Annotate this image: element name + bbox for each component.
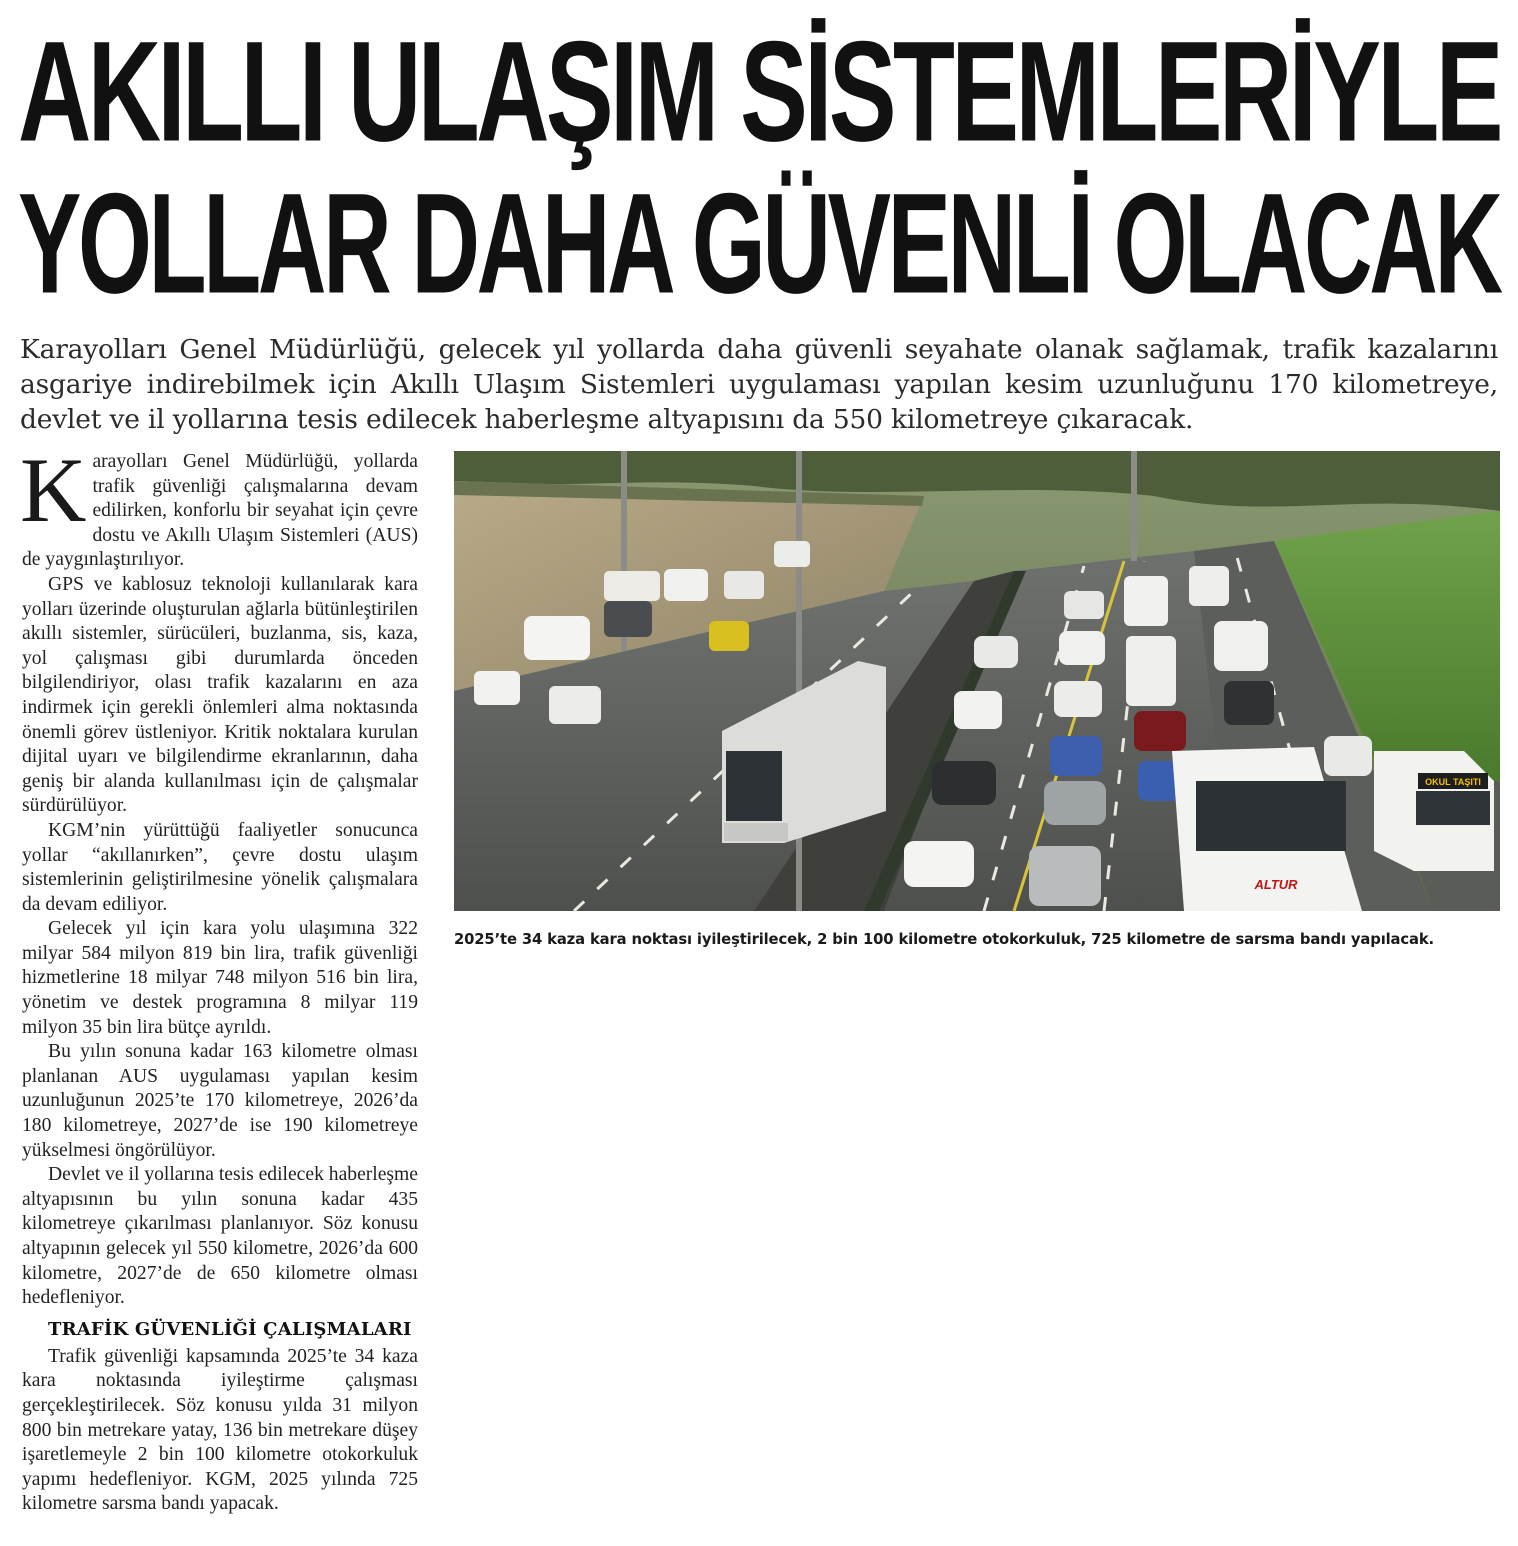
bus-brand-text: ALTUR xyxy=(1254,877,1298,892)
traffic-photo xyxy=(454,451,1500,911)
photo-caption: 2025’te 34 kaza kara noktası iyileştirilecek, 2 bin 100 kilometre otokorkuluk, 725 kilometre de sarsma bandı yapılacak. xyxy=(454,931,1434,948)
drop-cap: K xyxy=(20,439,87,541)
paragraph-1 xyxy=(20,439,418,573)
paragraph-5: Bu yılın sonuna kadar 163 kilometre olması planlanan AUS uygulaması yapılan kesim uzunluğunun 2025’te 170 kilometreye, 2026’da 180 kilometreye, 2027’de ise 190 kilometreye yükselmesi öngörülüyor. xyxy=(22,1041,418,1161)
headline-line-1: AKILLI ULAŞIM SİSTEMLERİYLE xyxy=(18,10,1500,172)
school-bus-sign-text: OKUL TAŞITI xyxy=(1425,777,1481,787)
headline xyxy=(18,10,1500,324)
headline-line-2: YOLLAR DAHA GÜVENLİ OLACAK xyxy=(18,162,1500,324)
paragraph-4: Gelecek yıl için kara yolu ulaşımına 322 milyar 584 milyon 819 bin lira, trafik güvenliği hizmetlerine 18 milyar 748 milyon 516 bin lira, yönetim ve destek programına 8 milyar 119 milyon 35 bin lira bütçe ayrıldı. xyxy=(22,918,418,1038)
paragraph-7: Trafik güvenliği kapsamında 2025’te 34 kaza kara noktasında iyileştirme çalışması gerçekleştirilecek. Söz konusu yılda 31 milyon 800 bin metrekare yatay, 136 bin metrekare düşey işaretlemeyle 2 bin 100 kilometre otokorkuluk yapımı hedefleniyor. KGM, 2025 yılında 725 kilometre sarsma bandı yapacak. xyxy=(22,1345,418,1515)
subheading: TRAFİK GÜVENLİĞİ ÇALIŞMALARI xyxy=(48,1318,412,1340)
lead-paragraph: Karayolları Genel Müdürlüğü, gelecek yıl yollarda daha güvenli seyahate olanak sağlamak, trafik kazalarını asgariye indirebilmek için Akıllı Ulaşım Sistemleri uygulaması yapılan kesim uzunluğunu 170 kilometreye, devlet ve il yollarına tesis edilecek haberleşme altyapısını da 550 kilometreye çıkaracak. xyxy=(20,334,1498,435)
article-body xyxy=(20,439,418,1517)
paragraph-3: KGM’nin yürüttüğü faaliyetler sonucunca yollar “akıllanırken”, çevre dostu ulaşım sistemlerinin geliştirilmesine yönelik çalışmalara da devam ediliyor. xyxy=(22,819,418,915)
paragraph-6: Devlet ve il yollarına tesis edilecek haberleşme altyapısının bu yılın sonuna kadar 435 kilometreye çıkarılması planlanıyor. Söz konusu altyapının gelecek yıl 550 kilometre, 2026’da 600 kilometre, 2027’de de 650 kilometre olması hedefleniyor. xyxy=(22,1164,418,1309)
traffic-photo-illustration xyxy=(454,451,1500,911)
paragraph-1-text: arayolları Genel Müdürlüğü, yollarda trafik güvenliği çalışmalarına devam edilirken, konforlu bir seyahat için çevre dostu ve Akıllı Ulaşım Sistemleri (AUS) de yaygınlaştırılıyor. xyxy=(22,451,418,571)
paragraph-2: GPS ve kablosuz teknoloji kullanılarak kara yolları üzerinde oluşturulan ağlarla bütünleştirilen akıllı sistemler, sürücüleri, buzlanma, sis, kaza, yol çalışması gibi durumlarda önceden bilgilendiriyor, olası trafik kazalarını en aza indirmek için gerekli önlemleri alma noktasında önemli görev üstleniyor. Kritik noktalara kurulan dijital uyarı ve bilgilendirme ekranlarının, daha geniş bir alanda kullanılması için de çalışmalar sürdürülüyor. xyxy=(22,573,418,817)
